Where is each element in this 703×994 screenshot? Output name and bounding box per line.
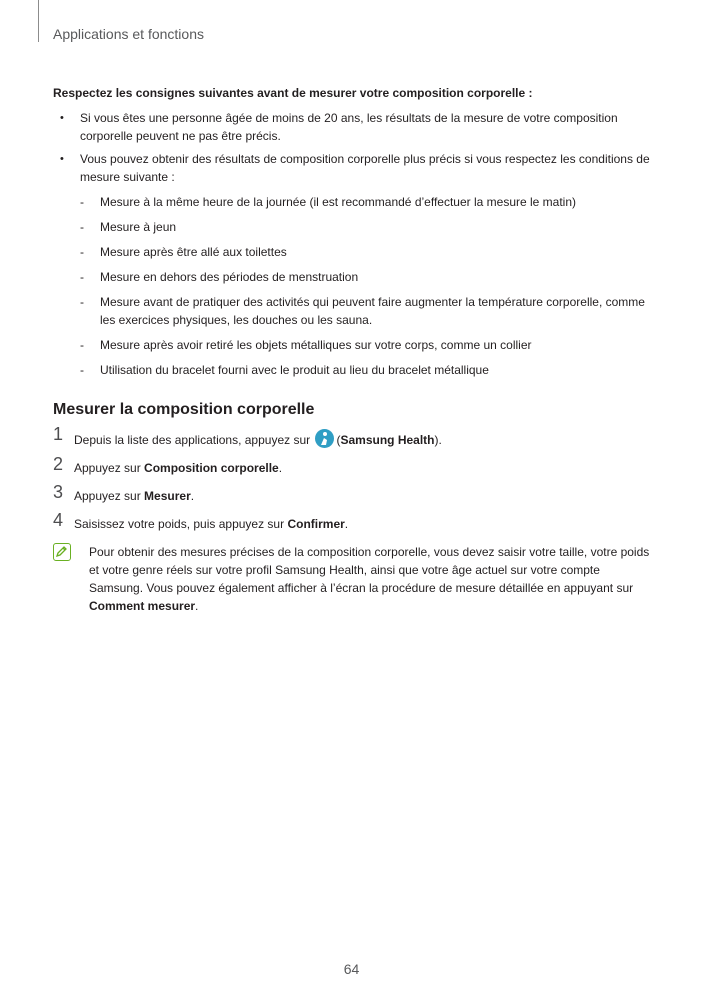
step-bold: Composition corporelle	[144, 461, 279, 475]
step-suffix: .	[344, 517, 349, 531]
header-title: Applications et fonctions	[53, 26, 204, 42]
conditions-list	[80, 193, 653, 379]
condition-text: Utilisation du bracelet fourni avec le produit au lieu du bracelet métallique	[100, 363, 489, 377]
step-suffix: .	[278, 461, 283, 475]
step-item	[53, 482, 653, 505]
samsung-health-icon	[315, 429, 334, 448]
condition-text: Mesure à jeun	[100, 220, 177, 234]
step-number: 3	[53, 482, 64, 502]
step-bold: Confirmer	[287, 517, 345, 531]
condition-item	[80, 336, 653, 354]
note-bold: Comment mesurer	[89, 599, 196, 613]
step-paren-open: (	[336, 433, 341, 447]
bullet-item	[53, 109, 653, 145]
condition-text: Mesure à la même heure de la journée (il est recommandé d’effectuer la mesure le matin)	[100, 195, 577, 209]
dash-mark: -	[80, 245, 84, 259]
condition-text: Mesure après avoir retiré les objets métalliques sur votre corps, comme un collier	[100, 338, 532, 352]
page-content	[53, 84, 653, 615]
bullet-dot: •	[60, 112, 64, 124]
dash-mark: -	[80, 270, 84, 284]
condition-item	[80, 293, 653, 329]
step-bold: Samsung Health	[340, 433, 435, 447]
dash-mark: -	[80, 338, 84, 352]
page-number: 64	[343, 961, 360, 977]
header-rule	[38, 0, 39, 42]
bullet-list	[53, 109, 653, 379]
condition-text: Mesure en dehors des périodes de menstruation	[100, 270, 359, 284]
bullet-text: Vous pouvez obtenir des résultats de composition corporelle plus précis si vous respectez les conditions de mesure suivante :	[80, 152, 650, 184]
step-item	[53, 454, 653, 477]
note-pencil-icon	[53, 543, 71, 561]
dash-mark: -	[80, 195, 84, 209]
condition-text: Mesure après être allé aux toilettes	[100, 245, 287, 259]
condition-item	[80, 193, 653, 211]
step-item	[53, 510, 653, 533]
lead-text: Respectez les consignes suivantes avant de mesurer votre composition corporelle :	[53, 86, 533, 100]
note-box	[53, 543, 653, 615]
step-bold: Mesurer	[144, 489, 191, 503]
condition-text: Mesure avant de pratiquer des activités qui peuvent faire augmenter la température corporelle, comme les exercices physiques, les douches ou les sauna.	[100, 295, 645, 327]
step-number: 4	[53, 510, 64, 530]
dash-mark: -	[80, 363, 84, 377]
section-title: Mesurer la composition corporelle	[53, 401, 315, 418]
step-text: Appuyez sur	[74, 461, 141, 475]
step-item	[53, 424, 653, 449]
condition-item	[80, 268, 653, 286]
step-number: 2	[53, 454, 64, 474]
step-text: Depuis la liste des applications, appuyez sur	[74, 433, 311, 447]
note-text: Pour obtenir des mesures précises de la composition corporelle, vous devez saisir votre taille, votre poids et votre genre réels sur votre profil Samsung Health, ainsi que votre âge actuel sur votre compte Samsung. Vous pouvez également afficher à l’écran la procédure de mesure détaillée en appuyant sur	[89, 545, 650, 595]
step-suffix: ).	[434, 433, 442, 447]
dash-mark: -	[80, 220, 84, 234]
steps-list	[53, 424, 653, 533]
step-text: Appuyez sur	[74, 489, 141, 503]
condition-item	[80, 243, 653, 261]
step-suffix: .	[190, 489, 195, 503]
step-text: Saisissez votre poids, puis appuyez sur	[74, 517, 285, 531]
bullet-text: Si vous êtes une personne âgée de moins de 20 ans, les résultats de la mesure de votre composition corporelle peuvent ne pas être précis.	[80, 111, 618, 143]
step-number: 1	[53, 424, 64, 444]
condition-item	[80, 218, 653, 236]
note-suffix: .	[195, 599, 199, 613]
bullet-item	[53, 150, 653, 379]
condition-item	[80, 361, 653, 379]
dash-mark: -	[80, 295, 84, 309]
bullet-dot: •	[60, 153, 64, 165]
